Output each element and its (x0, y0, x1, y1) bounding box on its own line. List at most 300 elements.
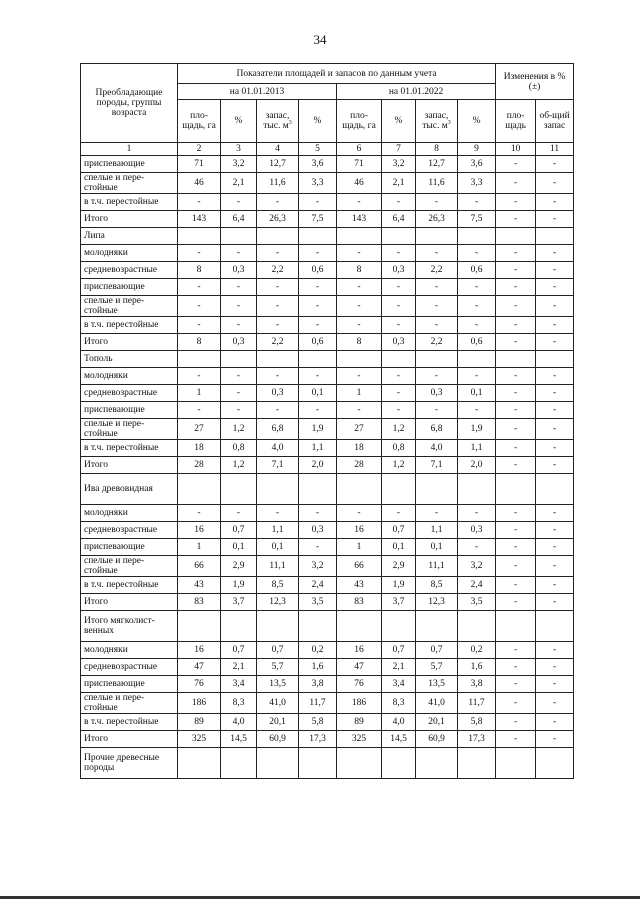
table-cell: 11,6 (416, 173, 458, 194)
table-cell: 83 (178, 594, 221, 611)
table-cell (299, 351, 337, 368)
table-cell: 0,3 (221, 262, 257, 279)
row-label: молодняки (81, 505, 178, 522)
table-cell (536, 228, 574, 245)
column-number-11: 11 (536, 143, 574, 156)
table-cell: - (536, 577, 574, 594)
table-cell: - (536, 676, 574, 693)
table-cell: 3,6 (299, 156, 337, 173)
table-cell: 0,6 (458, 334, 496, 351)
table-cell: 3,8 (299, 676, 337, 693)
row-label: спелые и пере-стойные (81, 556, 178, 577)
row-label: средневозрастные (81, 522, 178, 539)
header-sub-3: % (221, 100, 257, 143)
table-cell: - (178, 279, 221, 296)
table-cell (257, 611, 299, 642)
table-cell: 3,2 (382, 156, 416, 173)
table-cell: 3,2 (458, 556, 496, 577)
table-cell: 76 (178, 676, 221, 693)
column-number-10: 10 (496, 143, 536, 156)
table-cell: 8 (178, 262, 221, 279)
table-cell: 0,7 (416, 642, 458, 659)
table-cell: - (496, 419, 536, 440)
table-cell: - (536, 402, 574, 419)
table-cell: 0,8 (382, 440, 416, 457)
table-cell: - (299, 317, 337, 334)
table-cell: - (416, 317, 458, 334)
table-row (81, 245, 574, 262)
table-cell (299, 228, 337, 245)
table-cell: 3,3 (299, 173, 337, 194)
table-cell: 3,4 (221, 676, 257, 693)
table-cell: 2,9 (221, 556, 257, 577)
table-cell: 0,7 (382, 642, 416, 659)
table-cell: 2,1 (221, 173, 257, 194)
table-cell: - (382, 194, 416, 211)
column-number-3: 3 (221, 143, 257, 156)
table-cell: 1,1 (458, 440, 496, 457)
table-row (81, 334, 574, 351)
table-cell: - (299, 245, 337, 262)
table-cell (257, 351, 299, 368)
table-cell: 47 (178, 659, 221, 676)
table-cell (496, 611, 536, 642)
table-cell: - (299, 505, 337, 522)
table-cell: 8,3 (382, 693, 416, 714)
table-cell: - (299, 279, 337, 296)
table-cell: 1 (337, 539, 382, 556)
table-cell: - (496, 156, 536, 173)
table-cell: 1,1 (299, 440, 337, 457)
table-cell: - (382, 279, 416, 296)
row-label: Итого (81, 334, 178, 351)
table-cell: 7,1 (257, 457, 299, 474)
row-label: приспевающие (81, 402, 178, 419)
table-cell: - (536, 693, 574, 714)
table-cell (178, 351, 221, 368)
table-cell: 5,7 (416, 659, 458, 676)
table-cell (496, 228, 536, 245)
table-cell: - (257, 505, 299, 522)
table-cell: 46 (178, 173, 221, 194)
table-cell: - (178, 296, 221, 317)
table-cell (299, 611, 337, 642)
table-cell (257, 228, 299, 245)
page-number: 34 (313, 32, 327, 47)
table-cell (536, 351, 574, 368)
table-cell: 0,7 (382, 522, 416, 539)
table-cell: 0,3 (299, 522, 337, 539)
table-cell: - (536, 419, 574, 440)
table-cell: - (496, 296, 536, 317)
table-cell: 6,8 (416, 419, 458, 440)
column-number-6: 6 (337, 143, 382, 156)
table-cell: 13,5 (416, 676, 458, 693)
table-cell: - (416, 505, 458, 522)
table-cell: - (257, 296, 299, 317)
header-group-title: Показатели площадей и запасов по данным учета (178, 64, 496, 84)
table-cell: - (496, 194, 536, 211)
table-cell: 3,2 (221, 156, 257, 173)
row-label: спелые и пере-стойные (81, 419, 178, 440)
table-cell (458, 228, 496, 245)
table-cell: - (221, 505, 257, 522)
table-cell: 0,3 (416, 385, 458, 402)
table-cell: 16 (178, 642, 221, 659)
table-cell: 2,1 (221, 659, 257, 676)
table-cell: 47 (337, 659, 382, 676)
table-cell: 16 (337, 522, 382, 539)
table-cell: 2,0 (299, 457, 337, 474)
table-cell: 2,0 (458, 457, 496, 474)
header-sub-4: запас, тыс. $м^3$ (257, 100, 299, 143)
table-cell: 0,3 (382, 334, 416, 351)
column-number-8: 8 (416, 143, 458, 156)
table-row (81, 419, 574, 440)
table-cell: 325 (178, 731, 221, 748)
table-cell: 6,4 (221, 211, 257, 228)
table-cell: - (536, 539, 574, 556)
table-cell: 20,1 (416, 714, 458, 731)
table-cell: 8,5 (416, 577, 458, 594)
table-row (81, 556, 574, 577)
table-cell (382, 351, 416, 368)
table-cell: - (257, 194, 299, 211)
table-cell (496, 474, 536, 505)
row-label: в т.ч. перестойные (81, 317, 178, 334)
table-cell: - (458, 317, 496, 334)
table-cell: - (496, 556, 536, 577)
table-cell: - (496, 211, 536, 228)
table-cell (257, 474, 299, 505)
table-row (81, 402, 574, 419)
table-cell: - (416, 279, 458, 296)
table-cell: 8 (178, 334, 221, 351)
table-cell: 8 (337, 334, 382, 351)
column-number-2: 2 (178, 143, 221, 156)
table-cell (382, 748, 416, 779)
table-cell: 0,3 (458, 522, 496, 539)
row-label: молодняки (81, 245, 178, 262)
table-cell: 1 (178, 385, 221, 402)
table-cell: - (416, 402, 458, 419)
row-label: приспевающие (81, 676, 178, 693)
table-cell: - (257, 402, 299, 419)
table-cell: 12,3 (416, 594, 458, 611)
table-cell: 143 (337, 211, 382, 228)
table-cell: - (496, 245, 536, 262)
table-cell: - (536, 440, 574, 457)
table-cell (536, 748, 574, 779)
table-row (81, 748, 574, 779)
table-cell: - (337, 402, 382, 419)
table-cell: 0,3 (382, 262, 416, 279)
table-cell: 71 (178, 156, 221, 173)
table-cell: - (496, 457, 536, 474)
row-label: приспевающие (81, 279, 178, 296)
table-cell: 0,6 (299, 334, 337, 351)
table-cell: 28 (337, 457, 382, 474)
table-cell: - (299, 402, 337, 419)
table-cell: 66 (337, 556, 382, 577)
table-cell: - (221, 279, 257, 296)
table-cell: - (458, 296, 496, 317)
table-cell: - (536, 156, 574, 173)
table-cell: - (536, 194, 574, 211)
table-cell (416, 611, 458, 642)
table-cell: - (416, 368, 458, 385)
table-cell: 0,1 (299, 385, 337, 402)
table-cell: 89 (178, 714, 221, 731)
table-cell (337, 474, 382, 505)
table-cell: 0,1 (221, 539, 257, 556)
table-cell: - (536, 556, 574, 577)
table-cell: 17,3 (299, 731, 337, 748)
table-cell: 7,5 (299, 211, 337, 228)
table-cell: 3,5 (299, 594, 337, 611)
table-cell: - (337, 368, 382, 385)
table-cell (416, 351, 458, 368)
table-cell: 186 (178, 693, 221, 714)
table-cell: - (496, 714, 536, 731)
table-cell: 41,0 (416, 693, 458, 714)
table-cell: 0,3 (221, 334, 257, 351)
table-cell (221, 351, 257, 368)
table-cell: - (337, 317, 382, 334)
table-cell (337, 351, 382, 368)
table-cell (221, 611, 257, 642)
table-cell: 11,1 (416, 556, 458, 577)
table-cell: 18 (178, 440, 221, 457)
table-row (81, 505, 574, 522)
table-cell: 17,3 (458, 731, 496, 748)
table-cell (536, 474, 574, 505)
table-cell: 41,0 (257, 693, 299, 714)
table-row (81, 457, 574, 474)
table-cell: 12,3 (257, 594, 299, 611)
table-cell: 1 (337, 385, 382, 402)
table-cell: - (536, 296, 574, 317)
table-cell: - (458, 279, 496, 296)
table-cell: - (496, 505, 536, 522)
table-cell: - (536, 368, 574, 385)
table-cell: 2,9 (382, 556, 416, 577)
table-cell: - (496, 385, 536, 402)
table-cell: 0,7 (257, 642, 299, 659)
table-cell: 0,2 (458, 642, 496, 659)
table-cell: 46 (337, 173, 382, 194)
table-cell: - (496, 440, 536, 457)
table-cell: - (496, 659, 536, 676)
table-cell: 0,7 (221, 522, 257, 539)
table-cell: - (337, 245, 382, 262)
table-cell: 60,9 (257, 731, 299, 748)
table-cell: - (299, 368, 337, 385)
header-sub-5: % (299, 100, 337, 143)
table-cell: - (221, 368, 257, 385)
bottom-rule (0, 896, 640, 899)
table-cell (382, 474, 416, 505)
table-cell: 2,2 (416, 334, 458, 351)
table-cell: - (257, 279, 299, 296)
table-cell: 0,8 (221, 440, 257, 457)
table-cell: - (496, 317, 536, 334)
table-cell: 0,2 (299, 642, 337, 659)
table-cell: - (221, 385, 257, 402)
table-cell: 1,9 (458, 419, 496, 440)
table-cell: - (416, 194, 458, 211)
table-cell: 0,7 (221, 642, 257, 659)
column-number-1: 1 (81, 143, 178, 156)
table-cell: 2,1 (382, 173, 416, 194)
table-cell: 1,1 (257, 522, 299, 539)
row-label: Итого (81, 211, 178, 228)
row-label: Итого (81, 731, 178, 748)
table-cell: 4,0 (382, 714, 416, 731)
table-row (81, 577, 574, 594)
table-cell: - (382, 296, 416, 317)
table-cell (496, 351, 536, 368)
table-cell: 28 (178, 457, 221, 474)
table-cell: - (221, 402, 257, 419)
table-cell (221, 748, 257, 779)
table-row (81, 194, 574, 211)
table-cell: - (416, 296, 458, 317)
table-cell: - (496, 693, 536, 714)
table-cell: - (536, 642, 574, 659)
row-label: Итого мягколист-венных (81, 611, 178, 642)
table-cell: - (337, 296, 382, 317)
table-cell: 1,9 (299, 419, 337, 440)
table-cell: 2,4 (458, 577, 496, 594)
row-label: средневозрастные (81, 262, 178, 279)
row-label: Итого (81, 594, 178, 611)
row-label: в т.ч. перестойные (81, 440, 178, 457)
header-label: Преобладающие породы, группы возраста (81, 64, 178, 143)
table-row (81, 676, 574, 693)
table-cell: - (458, 194, 496, 211)
table-cell: 2,2 (257, 334, 299, 351)
table-cell: 1,6 (458, 659, 496, 676)
table-cell: 3,7 (382, 594, 416, 611)
table-cell: - (496, 402, 536, 419)
table-cell: - (221, 296, 257, 317)
table-cell: 3,2 (299, 556, 337, 577)
table-row (81, 351, 574, 368)
table-cell: - (221, 317, 257, 334)
table-cell: 89 (337, 714, 382, 731)
table-cell: 12,7 (416, 156, 458, 173)
table-cell: - (337, 194, 382, 211)
table-cell (458, 474, 496, 505)
table-cell (337, 748, 382, 779)
table-cell: - (458, 402, 496, 419)
table-row (81, 539, 574, 556)
column-number-7: 7 (382, 143, 416, 156)
table-cell: - (496, 642, 536, 659)
table-cell: 11,1 (257, 556, 299, 577)
table-cell: 1,9 (221, 577, 257, 594)
table-row (81, 474, 574, 505)
table-row (81, 440, 574, 457)
table-cell: - (496, 173, 536, 194)
table-cell (536, 611, 574, 642)
table-row (81, 594, 574, 611)
table-cell: - (178, 245, 221, 262)
table-cell: 3,7 (221, 594, 257, 611)
table-cell (416, 748, 458, 779)
table-cell: 60,9 (416, 731, 458, 748)
row-label: спелые и пере-стойные (81, 693, 178, 714)
table-cell: - (299, 539, 337, 556)
table-cell: - (416, 245, 458, 262)
table-cell: - (178, 505, 221, 522)
table-cell: - (299, 296, 337, 317)
table-cell: - (382, 368, 416, 385)
table-cell: - (536, 317, 574, 334)
table-cell: - (536, 334, 574, 351)
table-cell: 27 (178, 419, 221, 440)
table-cell: - (178, 368, 221, 385)
table-cell: - (178, 317, 221, 334)
header-sub-6: пло-щадь, га (337, 100, 382, 143)
table-cell: 4,0 (257, 440, 299, 457)
table-cell: 20,1 (257, 714, 299, 731)
table-cell: - (496, 731, 536, 748)
table-cell: 2,2 (416, 262, 458, 279)
table-cell: - (496, 368, 536, 385)
table-cell: 186 (337, 693, 382, 714)
table-cell: 2,4 (299, 577, 337, 594)
table-row (81, 714, 574, 731)
table-cell: 14,5 (382, 731, 416, 748)
table-cell: - (221, 194, 257, 211)
table-cell: 0,1 (458, 385, 496, 402)
table-cell: - (382, 317, 416, 334)
table-row (81, 262, 574, 279)
forest-stats-table (80, 63, 574, 779)
table-row (81, 228, 574, 245)
column-number-4: 4 (257, 143, 299, 156)
table-cell: - (458, 539, 496, 556)
table-cell: 4,0 (221, 714, 257, 731)
table-row (81, 522, 574, 539)
table-cell: - (257, 245, 299, 262)
table-row (81, 173, 574, 194)
table-cell: 2,1 (382, 659, 416, 676)
table-cell: 0,3 (257, 385, 299, 402)
table-cell: 1,2 (382, 457, 416, 474)
table-cell: - (496, 522, 536, 539)
table-cell: 1 (178, 539, 221, 556)
row-label: спелые и пере-стойные (81, 296, 178, 317)
row-label: в т.ч. перестойные (81, 714, 178, 731)
table-cell (416, 228, 458, 245)
table-cell (178, 474, 221, 505)
table-cell: 0,6 (458, 262, 496, 279)
table-cell: - (458, 245, 496, 262)
table-cell: - (536, 385, 574, 402)
header-column-numbers (81, 143, 574, 156)
row-label: средневозрастные (81, 385, 178, 402)
table-row (81, 385, 574, 402)
table-cell: 14,5 (221, 731, 257, 748)
table-cell: 4,0 (416, 440, 458, 457)
header-sub-7: % (382, 100, 416, 143)
table-cell: - (536, 594, 574, 611)
table-cell: 2,2 (257, 262, 299, 279)
table-cell: 6,4 (382, 211, 416, 228)
